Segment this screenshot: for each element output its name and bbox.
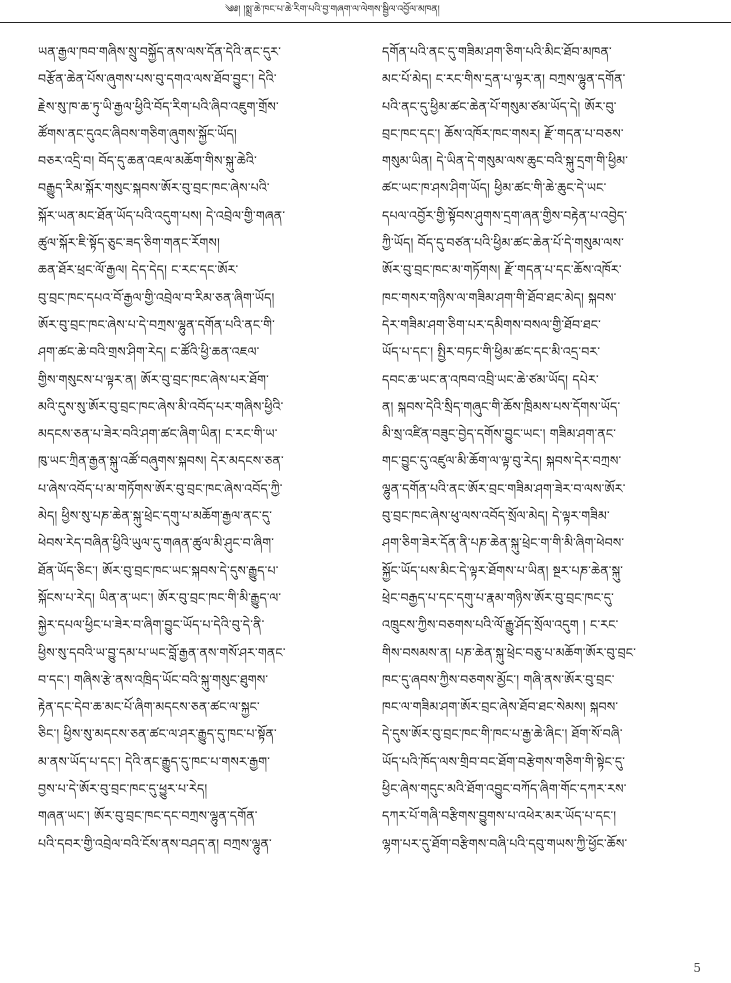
text-line: མདངས་ཅན་པ་ཟེར་བའི་ཤག་ཚང་ཞིག་ཡིན། ང་རང་གི་ཡ་ <box>38 426 278 442</box>
text-line: ཚུལ་སྐོར་ཇི་སྟོད་ཅུང་ཟད་ཅིག་གནང་རོགས། <box>38 235 221 251</box>
running-header-title: ༄༅། །སྨྲ་ཆེ་ཁང་པ་ཆེ་རིག་པའི་བྱ་གཞག་ལ་ལེགས་སྦྱིལ་འབྱོལ་མཁན། <box>225 4 440 15</box>
page-number: 5 <box>693 961 701 975</box>
text-line: ཤག་ཅིག་ཟེར་དོན་ནི་པཎ་ཆེན་སྐུ་ཕྲེང་ག་གི་མི་ཞིག་ཕེབས་ <box>382 535 625 551</box>
text-line: ཀྱི་ཡོད། བོད་དུ་བཙན་པའི་ཕྱིམ་ཚང་ཆེན་པོ་དེ་གསུམ་ལས་ <box>382 235 624 251</box>
text-line: དཀར་པོ་གཞི་བརྩིགས་བྱུགས་པ་འཕེར་མར་ཡོད་པ་དང་། <box>382 808 617 824</box>
text-line: ཡོད་པའི་ཁོད་ལས་གྲིབ་བང་ཐོག་བརྩེགས་གཅིག་གི་སྟེང་དུ་ <box>382 753 626 769</box>
text-line: ན། སྐབས་དེའི་སྲིད་གཞུང་གི་ཆོས་ཁྲིམས་པས་དོགས་ཡོད་ <box>382 398 621 414</box>
text-line: ཁང་ལ་གཟིམ་ཤག་ཨོར་བྲང་ཞེས་ཐོབ་ཐང་སེམས། སྐབས་ <box>382 699 619 715</box>
text-line: ཨོར་བུ་བྲང་ཁང་ཞེས་པ་དེ་བཀྲས་ལྷུན་དགོན་པའི་ནང་གི་ <box>38 316 275 332</box>
text-line: བརྒྱུད་རིམ་སྐོར་གསུང་སྐབས་ཨོར་བུ་བྲང་ཁང་ཞེས་པའི་ <box>38 180 270 196</box>
text-line: འཁྲུངས་ཀྱིས་བཅགས་པའི་ལོ་རྒྱུ་ཤོད་སྲོལ་འདུག ། ང་རང་ <box>382 617 619 633</box>
text-line: བུ་བྲང་ཁང་དཔའ་བོ་རྒྱལ་གྱི་འབྲེལ་བ་རིམ་ཅན་ཞིག་ཡོད། <box>38 289 275 305</box>
text-line: བྲང་ཁང་དང་། ཆོས་འཁོར་ཁང་གསར། རྫོ་གདན་པ་བཅས་ <box>382 125 624 141</box>
text-line: བྱས་པ་དེ་ཨོར་བུ་བྲང་ཁང་དུ་ཕྱུར་པ་རེད། <box>38 781 208 797</box>
text-line: དབང་ཆ་ཡང་ན་འཁབ་འབྲི་ཡང་ཆེ་ཙམ་ཡོད། དཔེར་ <box>382 371 599 387</box>
text-line: གཞན་ཡང་། ཨོར་བུ་བྲང་ཁང་དང་བཀྲས་ལྷུན་དགོན་ <box>38 808 258 824</box>
text-line: མི་སྲ་འཛིན་བཟུང་བྱེད་དགོས་བྱུང་ཡང་། གཟིམ་ཤག་ནང་ <box>382 426 617 442</box>
text-line: རྗེས་སུ་ཁ་ཆ་ཏུ་ཡི་རྒྱལ་ཕྱིའི་བོད་རིག་པའི་ཞིབ་འཇུག་གྲོས་ <box>38 98 279 114</box>
text-line: ཐོན་ཡོད་ཅིང་། ཨོར་བུ་བྲང་ཁང་ཡང་སྐབས་དེ་དུས་རྒྱུད་པ་ <box>38 562 279 578</box>
text-line: མའི་དུས་སུ་ཨོར་བུ་བྲང་ཁང་ཞེས་མི་འབོད་པར་གཞིས་ཕྱིའི་ <box>38 398 284 414</box>
text-line: ཡན་རྒྱལ་ཁབ་གཞིས་སྲུ་བསྐྱོད་ནས་ལས་དོན་དེའི་ནང་དུར་ <box>38 44 282 59</box>
page-header <box>0 0 731 23</box>
text-line: དེ་དུས་ཨོར་བུ་བྲང་ཁང་གི་ཁང་པ་རྒྱ་ཆེ་ཞིང་། ཐོག་སོ་བཞི་ <box>382 726 623 742</box>
text-line: གསུམ་ཡིན། དེ་ཡིན་དེ་གསུམ་ལས་ཆུང་བའི་སྐུ་དྲག་གི་ཕྱིམ་ <box>382 153 629 169</box>
text-line: གྱིས་གསུངས་པ་ལྟར་ན། ཨོར་བུ་བྲང་ཁང་ཞེས་པར་ཐོག་ <box>38 371 269 387</box>
text-line: ཁུ་ཡང་ཀྲིན་རྒྱན་སྐུ་འཚོ་བཞུགས་སྐབས། དེར་མདངས་ཅན་ <box>38 453 284 469</box>
text-line: ཨོར་བུ་བྲང་ཁང་མ་གཏོགས། རྫོ་གདན་པ་དང་ཆོས་འཁོར་ <box>382 262 622 278</box>
text-line: མེད། ཕྱིས་སུ་པཎ་ཆེན་སྐུ་ཕྲེང་དགུ་པ་མཆོག་རྒྱལ་ནང་དུ་ <box>38 508 273 524</box>
text-line: བཅར་འདྲི་བ། བོད་དུ་ཆན་འཇལ་མཆོག་གིས་སྐུ་ཆེའི་ <box>38 153 257 169</box>
text-line: སྐྱེར་དཔལ་ཕྱིང་པ་ཟེར་བ་ཞིག་བྱུང་ཡོད་པ་དེའི་བུ་དེ་ནི་ <box>38 617 265 633</box>
text-line: ཅིང་། ཕྱིས་སུ་མདངས་ཅན་ཚང་ལ་ཤར་རྒྱུད་དུ་ཁང་པ་སྟོན་ <box>38 726 277 742</box>
text-line: ལྷག་པར་དུ་ཐོག་བརྩིགས་བཞི་པའི་དབུ་གཡས་ཀྱི་ཕྱོང་ཆོས་ <box>382 835 628 851</box>
text-line: པའི་ནང་དུ་ཕྱིམ་ཚང་ཆེན་པོ་གསུམ་ཙམ་ཡོད་དེ། ཨོར་བུ་ <box>382 98 617 114</box>
text-line: ལྷུན་དགོན་པའི་ནང་ཨོར་བྲང་གཟིམ་ཤག་ཟེར་བ་ལས་ཨོར་ <box>382 480 626 496</box>
text-line: ཁང་གསར་གཉིས་ལ་གཟིམ་ཤག་གི་ཐོབ་ཐང་མེད། སྐབས་ <box>382 289 617 305</box>
text-line: དེར་གཟིམ་ཤག་ཅིག་པར་དམིགས་བསལ་གྱི་ཐོབ་ཐང་ <box>382 316 601 332</box>
text-line: ཡོད་པ་དང་། སྤྱིར་བཏང་གི་ཕྱིམ་ཚང་དང་མི་འདྲ་བར་ <box>382 344 601 360</box>
text-line: ཁང་དུ་ཞབས་ཀྱིས་བཅགས་མྱོང་། གཞི་ནས་ཨོར་བུ་བྲང་ <box>382 671 615 687</box>
text-line: པ་ཞེས་འབོད་པ་མ་གཏོགས་ཨོར་བུ་བྲང་ཁང་ཞེས་འབོད་ཀྱི་ <box>38 480 283 496</box>
text-line: བརྩོན་ཆེན་པོས་ཞུགས་པས་བུ་དགའ་ལས་ཐོབ་བྱུང་། དེའི་ <box>38 71 277 87</box>
text-line: མང་པོ་མེད། ང་རང་གིས་དྲན་པ་ལྟར་ན། བཀྲས་ལྷུན་དགོན་ <box>382 71 626 87</box>
text-line: སྐྱོང་ཡོད་པས་མིང་དེ་ལྟར་ཐོགས་པ་ཡིན། སྔར་པཎ་ཆེན་སྐུ་ <box>382 562 624 578</box>
text-line: གིས་བསམས་ན། པཎ་ཆེན་སྐུ་ཕྲེང་བཅུ་པ་མཆོག་ཨོར་བུ་བྲང་ <box>382 644 637 660</box>
text-line: ཆན་ཐོར་ཕྲང་ལོ་རྒྱལ། དེད་དེད། ང་རང་དང་ཨོར་ <box>38 262 239 278</box>
text-line: ཤག་ཚང་ཆེ་བའི་གྲས་ཤིག་རེད། ང་ཚོའི་ཕྱི་ཆན་འཇལ་ <box>38 344 260 360</box>
text-line: ཕྱིས་སུ་དབའི་ཡ་བྱུ་དམ་པ་ཡང་བློ་རྒྱན་ནས་གསོ་ཤར་གནང་ <box>38 644 286 660</box>
text-line: ཚང་ཡང་ཁ་ཤས་ཤིག་ཡོད། ཕྱིམ་ཚང་གི་ཆེ་ཆུང་དེ་ཡང་ <box>382 180 607 196</box>
text-line: པའི་དབར་གྱི་འབྲེལ་བའི་ངོས་ནས་བཤད་ན། བཀྲས་ལྷུན་ <box>38 835 272 851</box>
text-line: བུ་བྲང་ཁང་ཞེས་ཕུ་ལས་འབོད་སྲོལ་མེད། དེ་ལྟར་གཟིམ་ <box>382 508 610 524</box>
right-text-column <box>382 38 710 857</box>
text-line: ཕྲེང་བརྒྱད་པ་དང་དགུ་པ་རྣམ་གཉིས་ཨོར་བུ་བྲང་ཁང་དུ་ <box>382 589 614 605</box>
text-line: བ་དང་། གཞིས་རྩེ་ནས་འཁྲིད་ཡོང་བའི་སྐུ་གསུང་ཐུགས་ <box>38 671 269 687</box>
text-line: གང་བྱུང་དུ་འཛུལ་མི་ཆོག་ལ་ལྟ་བུ་རེད། སྐབས་དེར་བཀྲས་ <box>382 453 622 469</box>
text-line: སྐོངས་པ་རེད། ཡིན་ན་ཡང་། ཨོར་བུ་བྲང་ཁང་གི་མི་རྒྱུད་ལ་ <box>38 589 282 605</box>
text-line: དཔལ་འབྱོར་གྱི་སྟོབས་ཤུགས་དྲག་ཞན་གྱིས་བརྟེན་པ་འབྱེད་ <box>382 207 628 223</box>
left-text-column <box>38 38 366 857</box>
text-line: ཕེབས་རེད་བཞིན་ཕྱིའི་ཡུལ་དུ་གཞན་ཚུལ་མི་ཤུང་བ་ཞིག་ <box>38 535 275 551</box>
text-line: རྟེན་དང་དེབ་ཆ་མང་པོ་ཞིག་མདངས་ཅན་ཚང་ལ་སྐྱང་ <box>38 699 260 715</box>
text-line: ཚོགས་ནང་དུའང་ཞིབས་གཅིག་ཞུགས་སྐྱོང་ཡོད། <box>38 125 237 141</box>
text-line: ཕྱིང་ཞེས་གདུང་མའི་ཐོག་འབྱུང་བཀོད་ཞིག་གོང་དཀར་རས་ <box>382 781 627 797</box>
text-line: མ་ནས་ཡོད་པ་དང་། དེའི་ནང་རྒྱུད་དུ་ཁང་པ་གསར་རྒྱག་ <box>38 753 271 769</box>
text-line: སྐོར་ཡན་མང་ཐོན་ཡོད་པའི་འདུག་པས། དེ་འབྲེལ་གྱི་གཞན་ <box>38 207 286 223</box>
text-line: དགོན་པའི་ནང་དུ་གཟིམ་ཤག་ཅིག་པའི་མིང་ཐོབ་མཁན་ <box>382 44 612 59</box>
